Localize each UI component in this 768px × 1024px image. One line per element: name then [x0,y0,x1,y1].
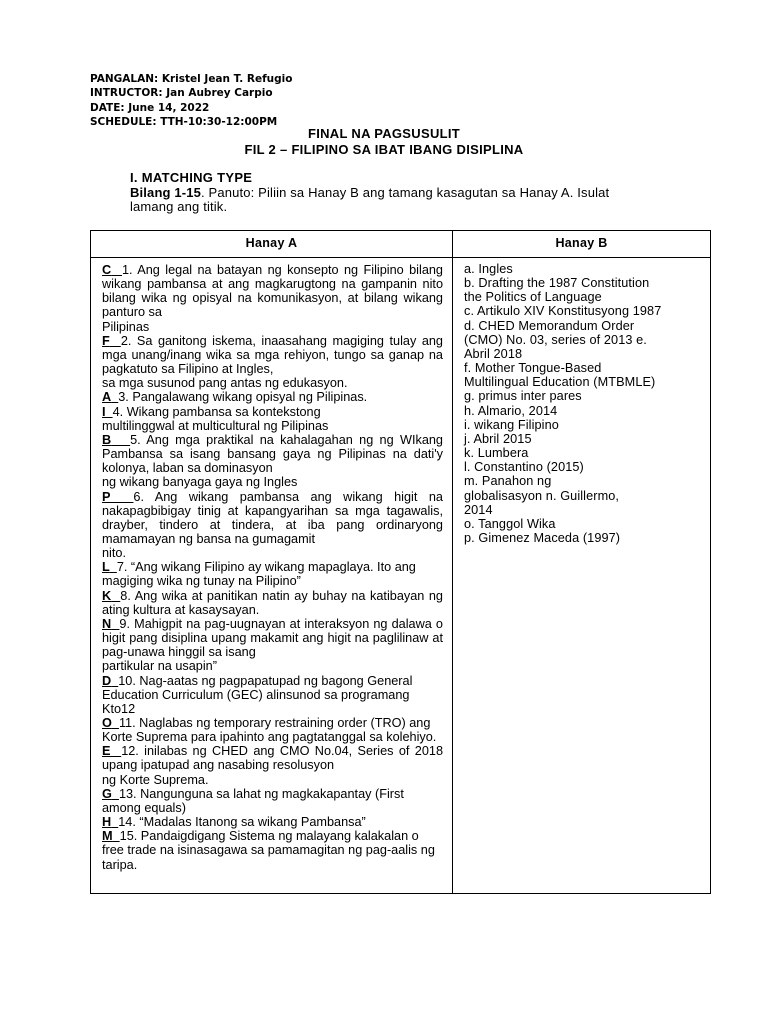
item-text [102,490,443,547]
option-line: Abril 2018 [464,346,523,361]
hanay-b-header: Hanay B [555,236,608,250]
answer-blank [110,490,133,504]
item-text [102,716,443,744]
option-line: globalisasyon n. Guillermo, [464,488,620,503]
item-question: 8. Ang wika at panitikan natin ay buhay na katibayan ng ating kultura at kasaysayan. [102,588,443,617]
item-text [102,744,443,772]
item-text [102,617,443,659]
hanay-a-header: Hanay A [245,236,298,250]
answer-letter: I [102,404,106,419]
item-text [102,589,443,617]
answer-blank [111,433,130,447]
matching-item [102,433,443,490]
item-question: 5. Ang mga praktikal na kahalagahan ng ng WIkang Pambansa sa isang bansang gaya ng Pilipinas na dati'y kolonya, laban sa dominasyon [102,432,443,476]
answer-letter: O [102,716,112,730]
answer-letter: F [102,333,110,348]
option-line: l. Constantino (2015) [464,460,584,475]
item-text [102,263,443,320]
item-text [102,405,443,419]
answer-blank [110,560,117,574]
item-question: 9. Mahigpit na pag-uugnayan at interaksyon ng dalawa o higit pang disiplina upang makamit ang higit na paglilinaw at pag-unawa hinggil sa isang [102,616,443,660]
column-divider [452,231,453,893]
option-line: i. wikang Filipino [464,417,559,432]
item-question: 1. Ang legal na batayan ng konsepto ng Filipino bilang wikang pambansa at ang magkarugtong na gampanin nito bilang wika ng opisyal na komunikasyon, at bilang wikang panturo sa [102,263,443,320]
answer-blank [106,405,113,419]
item-question: 6. Ang wikang pambansa ang wikang higit na nakapagbibigay tinig at kapangyarihan sa mga tagawalis, drayber, tindero at tindera, at iba pang ordinaryong mamamayan ng bansa na gumagamit [102,489,443,546]
hanay-a-items [102,263,443,872]
answer-letter: K [102,588,112,603]
option-line: o. Tanggol Wika [464,516,556,531]
option-line: m. Panahon ng [464,474,552,489]
option-line: k. Lumbera [464,446,529,461]
date-line: DATE: June 14, 2022 [90,101,210,114]
item-question: 12. inilabas ng CHED ang CMO No.04, Series of 2018 upang ipatupad ang nasabing resolusyon [102,744,443,773]
section-intro [130,170,690,215]
schedule-line: SCHEDULE: TTH-10:30-12:00PM [90,116,278,129]
matching-item [102,744,443,786]
answer-letter: G [102,786,112,801]
matching-item [102,674,443,716]
hanay-b-options [464,262,704,545]
name-line: PANGALAN: Kristel Jean T. Refugio [90,73,293,85]
option-line: j. Abril 2015 [464,431,532,446]
course-title: FIL 2 – FILIPINO SA IBAT IBANG DISIPLINA [244,141,524,157]
option-line: Multilingual Education (MTBMLE) [464,375,656,390]
matching-item [102,263,443,334]
answer-blank [111,263,122,277]
option-line: b. Drafting the 1987 Constitution [464,276,650,291]
instruction-text: . Panuto: Piliin sa Hanay B ang tamang kasagutan sa Hanay A. Isulat [201,184,610,200]
item-text [102,390,443,404]
item-question: 7. “Ang wikang Filipino ay wikang mapaglaya. Ito ang magiging wika ng tunay na Pilipino” [102,560,416,589]
matching-item [102,490,443,561]
answer-letter: D [102,673,112,688]
option-line: g. primus inter pares [464,389,582,404]
answer-letter: E [102,744,111,759]
matching-item [102,815,443,829]
matching-item [102,617,443,674]
item-text [102,815,443,829]
answer-letter: B [102,432,112,447]
item-text [102,560,443,588]
matching-table [90,230,711,894]
header-divider [91,257,710,258]
item-question-end: multilinggwal at multicultural ng Pilipinas [102,418,329,433]
matching-item [102,405,443,433]
matching-item [102,560,443,588]
answer-blank [113,829,120,843]
matching-item [102,787,443,815]
instructor-line: INTRUCTOR: Jan Aubrey Carpio [90,87,273,100]
answer-letter: H [102,815,112,830]
option-line: p. Gimenez Maceda (1997) [464,530,621,545]
answer-blank [110,334,121,348]
item-text [102,674,443,716]
item-question: 13. Nangunguna sa lahat ng magkakapantay (First among equals) [102,786,404,815]
answer-letter: N [102,616,112,631]
item-question: 4. Wikang pambansa sa kontekstong [112,404,321,419]
answer-letter: A [102,390,112,405]
item-question: 15. Pandaigdigang Sistema ng malayang kalakalan o free trade na isinasagawa sa pamamagitan ng pag-aalis ng taripa. [102,829,435,872]
option-line: f. Mother Tongue-Based [464,361,602,376]
option-line: 2014 [464,502,493,517]
option-line: a. Ingles [464,262,513,276]
item-question-end: nito. [102,546,126,561]
item-question: 10. Nag-aatas ng pagpapatupad ng bagong General Education Curriculum (GEC) alinsunod sa programang Kto12 [102,673,413,716]
item-text [102,334,443,376]
answer-blank [110,744,121,758]
item-question-end: sa mga susunod pang antas ng edukasyon. [102,376,348,391]
item-question: 14. “Madalas Itanong sa wikang Pambansa” [118,815,366,830]
item-question: 3. Pangalawang wikang opisyal ng Pilipinas. [118,390,368,405]
answer-letter: M [102,829,113,844]
student-info-block [90,72,690,130]
answer-letter: P [102,489,111,504]
option-line: the Politics of Language [464,290,602,305]
instruction-text-cont: lamang ang titik. [130,199,228,214]
matching-item [102,589,443,617]
item-question-end: ng Korte Suprema. [102,772,209,787]
matching-item [102,829,443,871]
exam-title: FINAL NA PAGSUSULIT [307,126,461,141]
item-question-end: partikular na usapin” [102,659,217,674]
option-line: d. CHED Memorandum Order [464,318,635,333]
matching-item [102,390,443,404]
answer-blank [111,589,120,603]
matching-item [102,334,443,391]
item-text [102,787,443,815]
option-line: (CMO) No. 03, series of 2013 e. [464,332,647,347]
item-range: Bilang 1-15 [130,184,202,200]
instructions [130,186,690,215]
answer-letter: C [102,263,112,277]
matching-item [102,716,443,744]
answer-blank [112,787,119,801]
answer-blank [112,716,119,730]
option-line: c. Artikulo XIV Konstitusyong 1987 [464,304,662,319]
item-question: 2. Sa ganitong iskema, inaasahang magiging tulay ang mga unang/inang wika sa mga rehiyon, tungo sa ganap na pagkatuto sa Filipino at Ingles, [102,333,443,377]
option-line: h. Almario, 2014 [464,403,558,418]
answer-letter: L [102,560,110,575]
item-question: 11. Naglabas ng temporary restraining order (TRO) ang Korte Suprema para ipahinto ang pagtatanggal sa kolehiyo. [102,716,437,745]
item-text [102,829,443,871]
exam-title-block [90,126,678,157]
item-question-end: ng wikang banyaga gaya ng Ingles [102,475,298,490]
item-text [102,433,443,475]
item-question-end: Pilipinas [102,319,150,334]
section-title: I. MATCHING TYPE [130,170,253,185]
